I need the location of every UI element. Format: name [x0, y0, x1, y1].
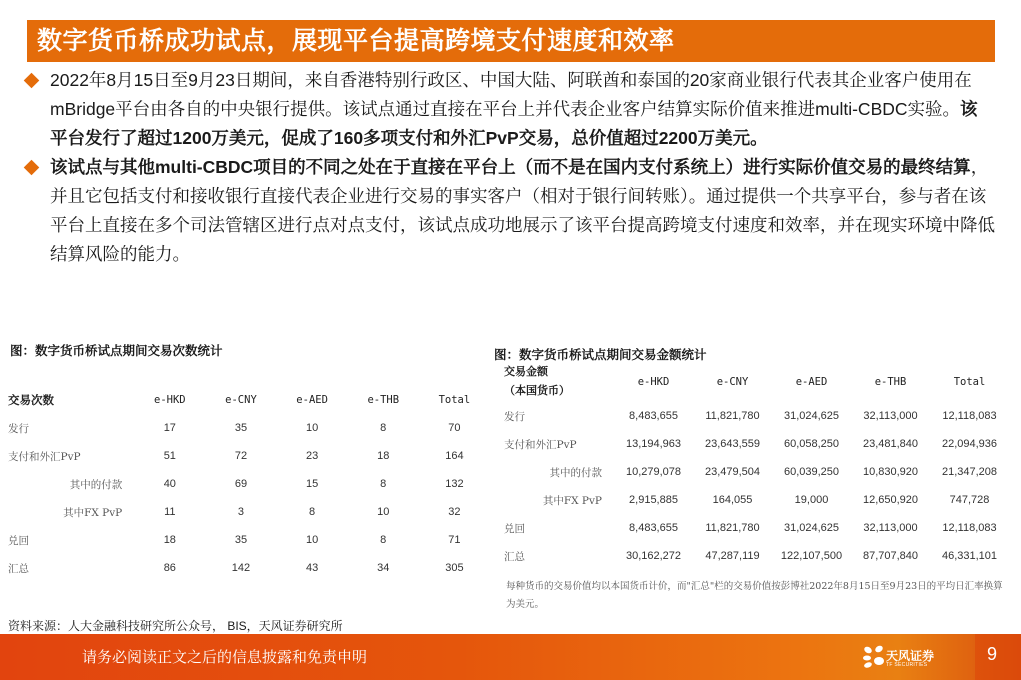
- table-cell: 164,055: [712, 494, 753, 506]
- brand-name: 天风证券: [886, 649, 935, 663]
- row-header: 交易次数: [8, 395, 54, 407]
- row-label: 其中的付款: [549, 466, 602, 479]
- column-header: e-AED: [795, 376, 828, 388]
- bullet-item: [20, 66, 995, 153]
- table-cell: 34: [377, 562, 390, 574]
- table-cell: 35: [234, 422, 248, 434]
- row-label: 汇总: [8, 562, 29, 575]
- row-label: 支付和外汇PvP: [8, 450, 81, 463]
- row-header-line2: （本国货币）: [504, 385, 570, 397]
- table-row: [8, 470, 490, 498]
- table-row: [8, 414, 490, 442]
- table-cell: 31,024,625: [783, 522, 840, 534]
- table-row: [504, 514, 1009, 542]
- disclaimer-text: 请务必阅读正文之后的信息披露和免责申明: [82, 649, 368, 666]
- table-cell: 43: [305, 562, 319, 574]
- table-cell: 132: [445, 478, 464, 490]
- bullet-text-bold: 该试点与其他multi-CBDC项目的不同之处在于直接在平台上（而不是在国内支付系统上）进行实际价值交易的最终结算: [50, 157, 971, 177]
- table-cell: 8: [380, 422, 387, 434]
- table-cell: 40: [163, 478, 176, 490]
- table-row: [8, 498, 490, 526]
- table-cell: 15: [305, 478, 319, 490]
- table-cell: 305: [445, 562, 464, 574]
- row-label: 其中FX PvP: [542, 494, 602, 507]
- table-cell: 19,000: [794, 494, 829, 506]
- table-cell: 11: [164, 506, 176, 518]
- column-header: e-AED: [296, 394, 328, 406]
- table-cell: 12,650,920: [862, 494, 919, 506]
- table-cell: 12,118,083: [942, 522, 997, 534]
- table-header-row: [504, 362, 1009, 402]
- slide-title: 数字货币桥成功试点，展现平台提高跨境支付速度和效率: [27, 20, 995, 62]
- table-cell: 11,821,780: [705, 522, 760, 534]
- table-cell: 31,024,625: [783, 410, 840, 422]
- figure-title-transaction-count: 图：数字货币桥试点期间交易次数统计: [10, 344, 223, 358]
- table-row: [504, 402, 1009, 430]
- row-label: 其中FX PvP: [63, 506, 123, 519]
- bullet-text: ，并且它包括支付和接收银行直接代表企业进行交易的事实客户（相对于银行间转账）。通过提供一个共享平台，参与者在该平台上直接在多个司法管辖区进行点对点支付，该试点成功地展示了该平台提高跨境支付速度和效率，并在现实环境中降低结算风险的能力。: [50, 157, 995, 264]
- bullet-text-bold: 该平台发行了超过1200万美元，促成了160多项支付和外汇PvP交易，总价值超过2200万美元。: [50, 99, 978, 148]
- diamond-bullet-icon: [24, 160, 40, 176]
- table-row: [8, 442, 490, 470]
- table-cell: 3: [237, 506, 245, 518]
- bullet-list: [20, 66, 995, 269]
- table-cell: 18: [377, 450, 390, 462]
- transaction-count-table: [8, 386, 490, 582]
- table-cell: 86: [163, 562, 176, 574]
- table-cell: 35: [234, 534, 248, 546]
- transaction-amount-table: [504, 362, 1009, 570]
- table-cell: 12,118,083: [942, 410, 997, 422]
- column-header: e-CNY: [716, 376, 749, 388]
- table-cell: 13,194,963: [625, 438, 682, 450]
- table-cell: 51: [163, 450, 176, 462]
- table-cell: 10: [377, 506, 390, 518]
- table-cell: 23,479,504: [704, 466, 761, 478]
- row-label: 发行: [504, 410, 525, 423]
- table-cell: 60,039,250: [783, 466, 840, 478]
- table-cell: 30,162,272: [625, 550, 682, 562]
- table-cell: 71: [448, 534, 461, 546]
- table-header-row: [8, 386, 490, 414]
- table-cell: 122,107,500: [780, 550, 843, 562]
- row-header: [504, 362, 614, 402]
- column-header: e-THB: [367, 394, 400, 406]
- table-row: [504, 486, 1009, 514]
- column-header: e-HKD: [154, 394, 186, 406]
- table-cell: 8: [309, 506, 316, 518]
- table-cell: 11,821,780: [705, 410, 760, 422]
- bullet-item: [20, 153, 995, 269]
- table-cell: 10: [305, 422, 319, 434]
- column-header: e-THB: [874, 376, 907, 388]
- table-cell: 10: [305, 534, 319, 546]
- table-row: [8, 554, 490, 582]
- table-cell: 8: [380, 534, 387, 546]
- table-cell: 10,279,078: [625, 466, 682, 478]
- table-cell: 32: [448, 506, 461, 518]
- table-cell: 60,058,250: [783, 438, 840, 450]
- table-cell: 69: [234, 478, 248, 490]
- table-cell: 21,347,208: [941, 466, 998, 478]
- flower-logo-icon: [862, 644, 886, 670]
- table-cell: 22,094,936: [941, 438, 998, 450]
- bullet-text: 2022年8月15日至9月23日期间，来自香港特别行政区、中国大陆、阿联酋和泰国的20家商业银行代表其企业客户使用在mBridge平台由各自的中央银行提供。该试点通过直接在平台上并代表企业客户结算实际价值来推进multi-CBDC实验。: [50, 70, 972, 119]
- row-label: 其中的付款: [69, 478, 123, 491]
- row-label: 兑回: [8, 534, 29, 547]
- brand-name-en: TF SECURITIES: [886, 662, 928, 668]
- table-cell: 23,481,840: [862, 438, 919, 450]
- table-cell: 47,287,119: [705, 550, 760, 562]
- table-row: [504, 458, 1009, 486]
- row-label: 发行: [8, 422, 29, 435]
- table-footnote: 每种货币的交易价值均以本国货币计价，而"汇总"栏的交易价值按彭博社2022年8月15日至9月23日的平均日汇率换算为美元。: [506, 581, 1003, 610]
- table-cell: 87,707,840: [862, 550, 919, 562]
- table-cell: 23: [305, 450, 319, 462]
- figure-title-transaction-amount: 图：数字货币桥试点期间交易金额统计: [494, 348, 707, 362]
- row-label: 汇总: [504, 550, 525, 563]
- table-cell: 70: [448, 422, 461, 434]
- tf-securities-logo: [862, 644, 942, 672]
- table-cell: 46,331,101: [941, 550, 998, 562]
- table-cell: 23,643,559: [704, 438, 761, 450]
- column-header: e-CNY: [225, 394, 257, 406]
- table-cell: 32,113,000: [863, 522, 918, 534]
- table-row: [504, 542, 1009, 570]
- table-cell: 142: [231, 562, 251, 574]
- row-label: 支付和外汇PvP: [504, 438, 577, 451]
- table-cell: 17: [163, 422, 176, 434]
- data-source: 资料来源：人大金融科技研究所公众号， BIS，天风证券研究所: [8, 619, 343, 633]
- column-header: Total: [953, 376, 986, 388]
- table-cell: 2,915,885: [629, 494, 678, 506]
- table-cell: 8,483,655: [629, 410, 678, 422]
- table-row: [8, 526, 490, 554]
- table-cell: 32,113,000: [863, 410, 918, 422]
- footer-band: [0, 634, 1021, 680]
- table-cell: 10,830,920: [862, 466, 919, 478]
- table-cell: 164: [445, 450, 464, 462]
- column-header: e-HKD: [637, 376, 670, 388]
- table-row: [504, 430, 1009, 458]
- table-cell: 8,483,655: [629, 522, 678, 534]
- row-header-line1: 交易金额: [504, 366, 548, 378]
- page-number-box: [975, 634, 1021, 680]
- diamond-bullet-icon: [24, 73, 40, 89]
- page-number: 9: [987, 644, 998, 664]
- table-cell: 747,728: [949, 494, 990, 506]
- table-cell: 18: [163, 534, 176, 546]
- row-label: 兑回: [504, 522, 525, 535]
- column-header: Total: [438, 394, 471, 406]
- table-cell: 72: [234, 450, 248, 462]
- table-cell: 8: [380, 478, 387, 490]
